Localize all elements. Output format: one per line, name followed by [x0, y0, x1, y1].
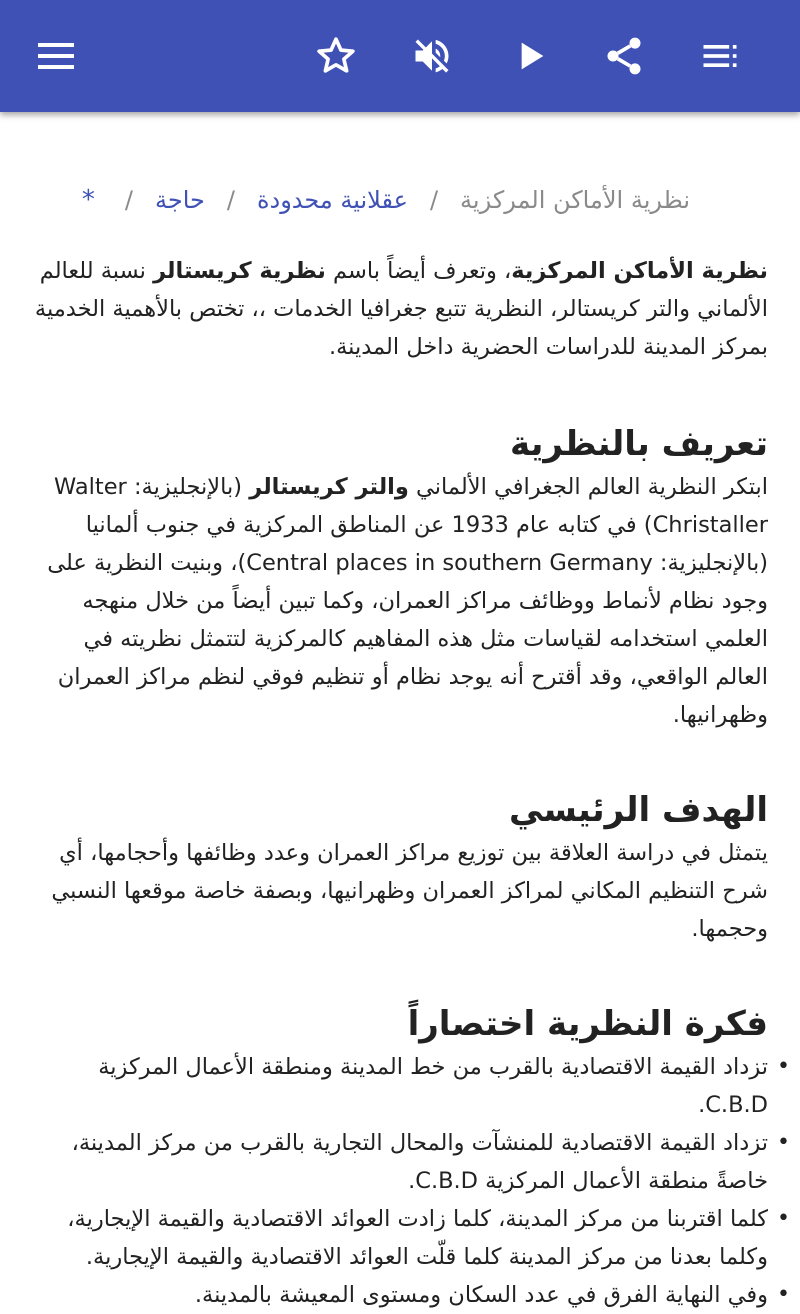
breadcrumb-star-icon[interactable]: *	[81, 185, 95, 215]
intro-text: نسبة للعالم الألماني والتر كريستالر، النظرية تتبع جغرافيا الخدمات ،، تختص بالأهمية الخدمية بمركز المدينة للدراسات الحضرية داخل المدينة.	[34, 258, 768, 360]
list-item: • وفي النهاية الفرق في عدد السكان ومستوى المعيشة بالمدينة.	[32, 1276, 768, 1314]
breadcrumb-separator: /	[226, 186, 235, 214]
section-heading-main-goal: الهدف الرئيسي	[508, 790, 768, 830]
app-toolbar	[0, 0, 800, 112]
section-heading-definition: تعريف بالنظرية	[509, 424, 768, 464]
list-item: • كلما اقتربنا من مركز المدينة، كلما زادت العوائد الاقتصادية والقيمة الإيجارية، وكلما بعدنا من مركز المدينة كلما قلّت العوائد الاقتصادية والقيمة الإيجارية.	[32, 1200, 768, 1276]
share-icon[interactable]	[598, 30, 650, 82]
play-icon[interactable]	[504, 30, 556, 82]
list-item: • تزداد القيمة الاقتصادية بالقرب من خط المدينة ومنطقة الأعمال المركزية C.B.D.	[32, 1048, 768, 1124]
mute-icon[interactable]	[406, 30, 458, 82]
list-icon[interactable]	[694, 30, 746, 82]
summary-list	[32, 1048, 790, 1314]
breadcrumb-item-need[interactable]: حاجة	[155, 186, 205, 214]
intro-text: ، وتعرف أيضاً باسم	[325, 258, 512, 284]
main-goal-paragraph: يتمثل في دراسة العلاقة بين توزيع مراكز العمران وعدد وظائفها وأحجامها، أي شرح التنظيم المكاني لمراكز العمران وظهرانيها، وبصفة خاصة موقعها النسبي وحجمها.	[51, 840, 768, 942]
article-body	[32, 252, 768, 1314]
definition-text: (بالإنجليزية: Walter Christaller) في كتابه عام 1933 عن المناطق المركزية في جنوب ألمانيا (بالإنجليزية: Central places in southern Germany)، وبنيت النظرية على وجود نظام لأنماط ووظائف مراكز العمران، وكما تبين أيضاً من خلال منهجه العلمي استخدامه لقياسات مثل هذه المفاهيم كالمركزية لتتمثل نظريته في العالم الواقعي، وقد أقترح أنه يوجد نظام أو تنظيم فوقي لنظم مراكز العمران وظهرانيها.	[47, 474, 768, 728]
definition-text: ابتكر النظرية العالم الجغرافي الألماني	[408, 474, 768, 500]
intro-paragraph	[32, 252, 768, 366]
section-heading-theory-summary: فكرة النظرية اختصاراً	[407, 1004, 768, 1044]
menu-icon[interactable]	[30, 30, 82, 82]
definition-bold-name: والتر كريستالر	[249, 474, 409, 500]
star-icon[interactable]	[310, 30, 362, 82]
breadcrumb-current: نظرية الأماكن المركزية	[460, 186, 690, 214]
article-content	[0, 112, 800, 1308]
intro-bold-title: نظرية الأماكن المركزية	[511, 258, 768, 284]
breadcrumb-item-bounded-rationality[interactable]: عقلانية محدودة	[256, 186, 408, 214]
intro-bold-name: نظرية كريستالر	[153, 258, 326, 284]
definition-paragraph	[32, 468, 768, 734]
breadcrumb-separator: /	[124, 186, 133, 214]
breadcrumb	[30, 182, 690, 218]
breadcrumb-separator: /	[429, 186, 439, 214]
list-item: • تزداد القيمة الاقتصادية للمنشآت والمحال التجارية بالقرب من مركز المدينة، خاصةً منطقة الأعمال المركزية C.B.D.	[32, 1124, 768, 1200]
